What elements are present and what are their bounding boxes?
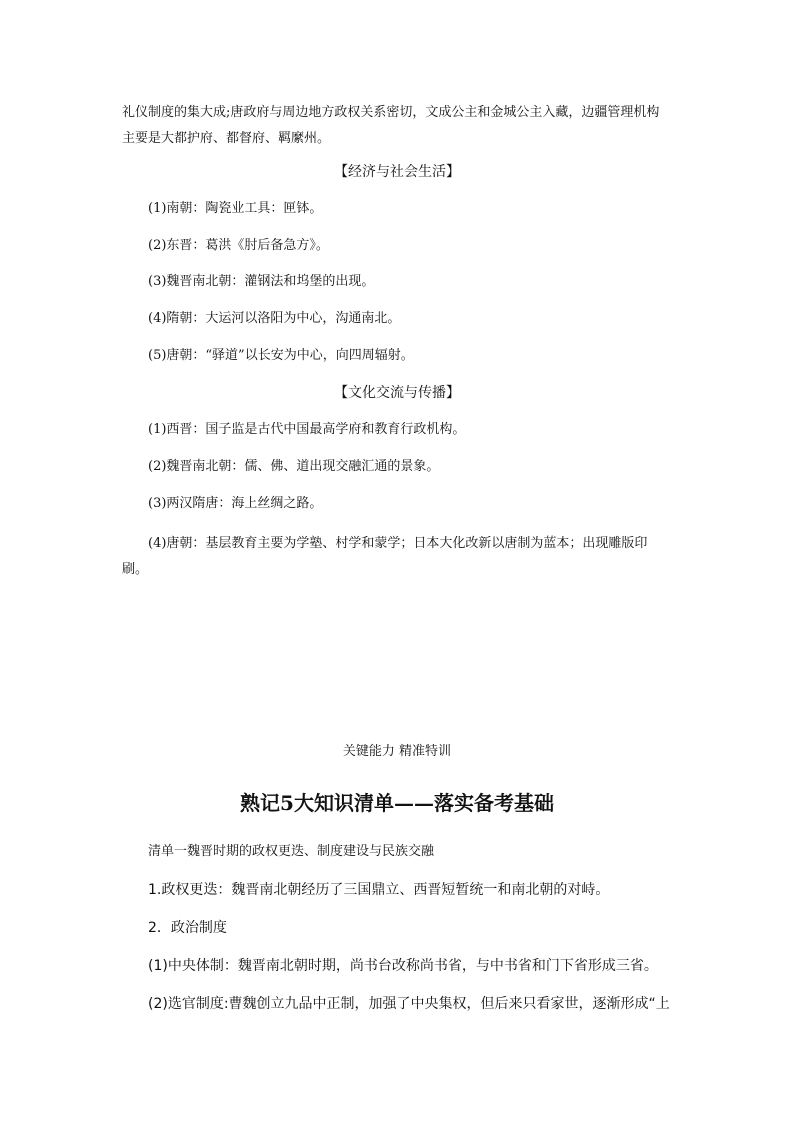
economy-heading: 【经济与社会生活】 [334,164,460,180]
top-paragraph: 礼仪制度的集大成;唐政府与周边地方政权关系密切，文成公主和金城公主入藏，边疆管理机构主要是大都护府、都督府、羁縻州。 [122,105,660,146]
list-heading: 清单一魏晋时期的政权更迭、制度建设与民族交融 [148,844,435,859]
paragraph-2: 2．政治制度 [148,920,227,936]
culture-heading: 【文化交流与传播】 [334,385,460,401]
economy-item-5: (5)唐朝：“驿道”以长安为中心，向四周辐射。 [148,348,414,363]
culture-item-2: (2)魏晋南北朝：儒、佛、道出现交融汇通的景象。 [148,459,440,474]
paragraph-1: 1.政权更迭：魏晋南北朝经历了三国鼎立、西晋短暂统一和南北朝的对峙。 [148,882,610,898]
paragraph-4: (2)选官制度:曹魏创立九品中正制，加强了中央集权，但后来只看家世，逐渐形成“上 [148,996,670,1012]
economy-item-3: (3)魏晋南北朝：灌钢法和坞堡的出现。 [148,274,375,289]
economy-item-4: (4)隋朝：大运河以洛阳为中心，沟通南北。 [148,311,401,326]
culture-item-4: (4)唐朝：基层教育主要为学塾、村学和蒙学；日本大化改新以唐制为蓝本；出现雕版印刷。 [122,536,648,577]
economy-item-2: (2)东晋：葛洪《肘后备急方》。 [148,238,329,253]
paragraph-3: (1)中央体制：魏晋南北朝时期，尚书台改称尚书省，与中书省和门下省形成三省。 [148,958,658,974]
culture-item-1: (1)西晋：国子监是古代中国最高学府和教育行政机构。 [148,422,466,437]
section-label: 关键能力 精准特训 [342,744,452,759]
culture-item-3: (3)两汉隋唐：海上丝绸之路。 [148,496,323,511]
economy-item-1: (1)南朝：陶瓷业工具：匣钵。 [148,201,323,216]
page-title: 熟记5大知识清单——落实备考基础 [240,791,554,815]
